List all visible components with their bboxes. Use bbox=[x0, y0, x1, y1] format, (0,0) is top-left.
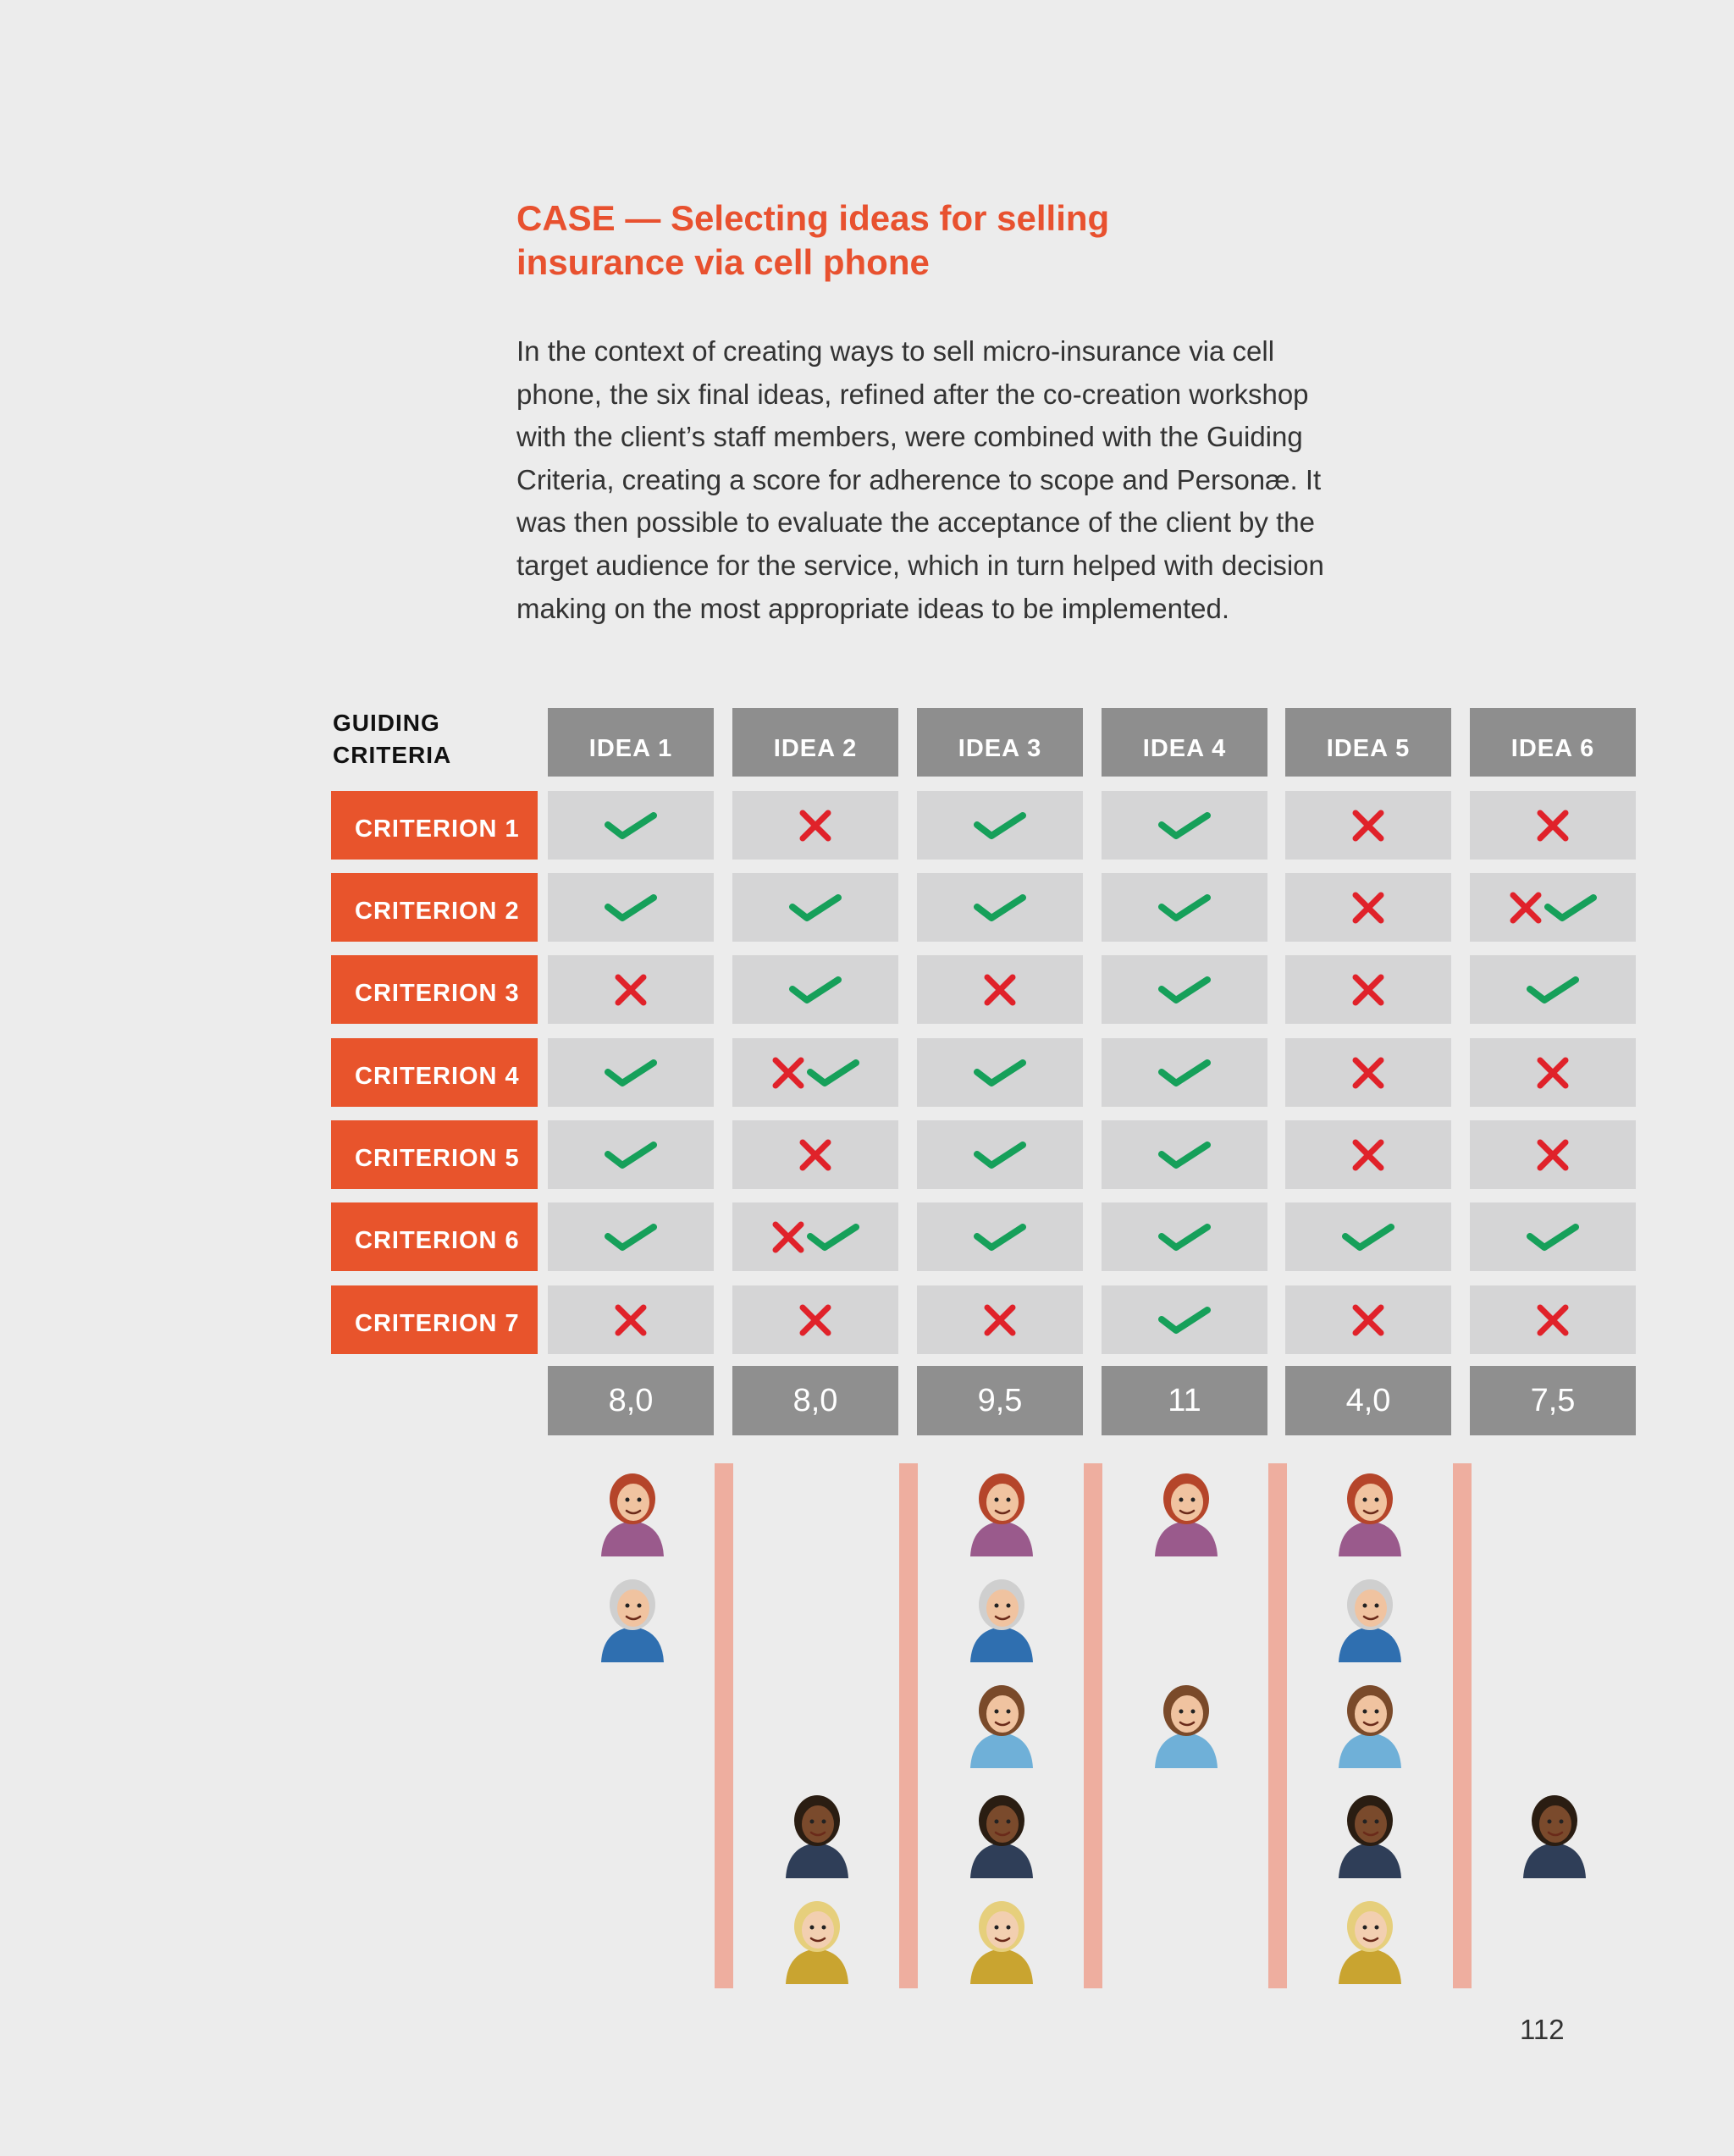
idea-score: 4,0 bbox=[1285, 1366, 1451, 1435]
body-line: making on the most appropriate ideas to be implemented. bbox=[516, 592, 1229, 624]
matrix-cell-check bbox=[1102, 1285, 1267, 1354]
cross-icon bbox=[613, 1302, 649, 1338]
cross-icon bbox=[1535, 1055, 1571, 1091]
cross-icon bbox=[982, 1302, 1018, 1338]
case-description bbox=[516, 330, 1448, 630]
criterion-label: CRITERION 2 bbox=[331, 873, 538, 942]
woman-curly-red-hair-persona bbox=[955, 1465, 1048, 1558]
body-line: In the context of creating ways to sell micro-insurance via cell bbox=[516, 335, 1275, 367]
bearded-young-man-persona bbox=[955, 1787, 1048, 1880]
check-icon bbox=[788, 893, 842, 923]
persona-avatar bbox=[770, 1893, 864, 1986]
check-icon bbox=[604, 1058, 658, 1088]
idea-header: IDEA 6 bbox=[1470, 708, 1636, 777]
check-icon bbox=[604, 810, 658, 841]
case-title bbox=[516, 196, 1278, 285]
elderly-man-with-newspaper-persona bbox=[955, 1571, 1048, 1664]
body-line: with the client’s staff members, were combined with the Guiding bbox=[516, 421, 1303, 453]
matrix-cell-cross bbox=[732, 1285, 898, 1354]
criterion-label: CRITERION 5 bbox=[331, 1120, 538, 1189]
persona-avatar bbox=[1323, 1893, 1416, 1986]
matrix-cell-check bbox=[917, 1038, 1083, 1107]
body-line: phone, the six final ideas, refined after the co-creation workshop bbox=[516, 378, 1309, 410]
cross-icon bbox=[1350, 1302, 1386, 1338]
check-icon bbox=[973, 810, 1027, 841]
check-icon bbox=[604, 893, 658, 923]
title-line: insurance via cell phone bbox=[516, 242, 930, 282]
blonde-woman-with-phone-persona bbox=[955, 1893, 1048, 1986]
matrix-cell-check bbox=[548, 873, 714, 942]
idea-header: IDEA 4 bbox=[1102, 708, 1267, 777]
idea-header: IDEA 3 bbox=[917, 708, 1083, 777]
man-with-glasses-and-phone-persona bbox=[955, 1677, 1048, 1770]
bearded-young-man-persona bbox=[1508, 1787, 1601, 1880]
cross-icon bbox=[1350, 972, 1386, 1008]
matrix-cell-check bbox=[917, 791, 1083, 860]
cross-icon bbox=[1535, 1137, 1571, 1173]
blonde-woman-with-phone-persona bbox=[770, 1893, 864, 1986]
persona-avatar bbox=[1508, 1787, 1601, 1880]
title-line: CASE — Selecting ideas for selling bbox=[516, 198, 1110, 238]
criterion-label: CRITERION 6 bbox=[331, 1202, 538, 1271]
matrix-cell-check bbox=[1102, 1202, 1267, 1271]
cross-icon bbox=[798, 808, 833, 843]
elderly-man-with-newspaper-persona bbox=[1323, 1571, 1416, 1664]
body-line: was then possible to evaluate the acceptance of the client by the bbox=[516, 506, 1315, 539]
matrix-cell-cross bbox=[917, 955, 1083, 1024]
check-icon bbox=[1526, 975, 1580, 1005]
cross-icon bbox=[798, 1137, 833, 1173]
matrix-cell-cross bbox=[1470, 1120, 1636, 1189]
check-icon bbox=[973, 893, 1027, 923]
matrix-cell-check bbox=[548, 791, 714, 860]
criterion-label: CRITERION 7 bbox=[331, 1285, 538, 1354]
matrix-cell-check bbox=[732, 955, 898, 1024]
persona-avatar bbox=[770, 1787, 864, 1880]
matrix-cell-check bbox=[1285, 1202, 1451, 1271]
check-icon bbox=[973, 1058, 1027, 1088]
check-icon bbox=[806, 1222, 860, 1252]
matrix-cell-check bbox=[1102, 873, 1267, 942]
matrix-cell-cross bbox=[1285, 1285, 1451, 1354]
body-line: target audience for the service, which in turn helped with decision bbox=[516, 549, 1324, 581]
matrix-cell-check bbox=[732, 873, 898, 942]
check-icon bbox=[973, 1222, 1027, 1252]
matrix-cell-check bbox=[917, 1202, 1083, 1271]
check-icon bbox=[1526, 1222, 1580, 1252]
matrix-cell-cross-check bbox=[732, 1038, 898, 1107]
persona-avatar bbox=[586, 1571, 679, 1664]
matrix-cell-cross bbox=[1470, 1285, 1636, 1354]
cross-icon bbox=[770, 1219, 806, 1255]
bearded-young-man-persona bbox=[1323, 1787, 1416, 1880]
matrix-cell-cross bbox=[1470, 791, 1636, 860]
check-icon bbox=[1157, 1222, 1212, 1252]
matrix-cell-cross bbox=[1285, 1120, 1451, 1189]
matrix-cell-cross bbox=[548, 1285, 714, 1354]
idea-header: IDEA 2 bbox=[732, 708, 898, 777]
cross-icon bbox=[1350, 808, 1386, 843]
cross-icon bbox=[1350, 1137, 1386, 1173]
matrix-cell-check bbox=[1470, 955, 1636, 1024]
cross-icon bbox=[1508, 890, 1543, 926]
idea-header: IDEA 1 bbox=[548, 708, 714, 777]
idea-score: 8,0 bbox=[548, 1366, 714, 1435]
matrix-cell-cross bbox=[1285, 873, 1451, 942]
body-line: Criteria, creating a score for adherence to scope and Personæ. It bbox=[516, 463, 1322, 495]
cross-icon bbox=[982, 972, 1018, 1008]
elderly-man-with-newspaper-persona bbox=[586, 1571, 679, 1664]
matrix-cell-cross bbox=[1285, 1038, 1451, 1107]
check-icon bbox=[1157, 1305, 1212, 1335]
matrix-cell-cross bbox=[732, 791, 898, 860]
persona-avatar bbox=[1140, 1677, 1233, 1770]
cross-icon bbox=[613, 972, 649, 1008]
blonde-woman-with-phone-persona bbox=[1323, 1893, 1416, 1986]
check-icon bbox=[1543, 893, 1598, 923]
woman-curly-red-hair-persona bbox=[1323, 1465, 1416, 1558]
matrix-cell-cross-check bbox=[1470, 873, 1636, 942]
matrix-cell-check bbox=[548, 1120, 714, 1189]
persona-avatar bbox=[1323, 1677, 1416, 1770]
matrix-cell-cross bbox=[1470, 1038, 1636, 1107]
check-icon bbox=[1157, 975, 1212, 1005]
persona-avatar bbox=[1323, 1787, 1416, 1880]
cross-icon bbox=[1535, 1302, 1571, 1338]
check-icon bbox=[1341, 1222, 1395, 1252]
woman-curly-red-hair-persona bbox=[586, 1465, 679, 1558]
idea-score: 8,0 bbox=[732, 1366, 898, 1435]
check-icon bbox=[973, 1140, 1027, 1170]
criterion-label: CRITERION 1 bbox=[331, 791, 538, 860]
matrix-cell-check bbox=[548, 1202, 714, 1271]
matrix-cell-cross bbox=[732, 1120, 898, 1189]
matrix-cell-cross bbox=[548, 955, 714, 1024]
check-icon bbox=[1157, 1058, 1212, 1088]
column-divider bbox=[1453, 1463, 1472, 1988]
criterion-label: CRITERION 4 bbox=[331, 1038, 538, 1107]
persona-avatar bbox=[1323, 1571, 1416, 1664]
check-icon bbox=[1157, 893, 1212, 923]
matrix-cell-check bbox=[1102, 791, 1267, 860]
woman-curly-red-hair-persona bbox=[1140, 1465, 1233, 1558]
matrix-cell-check bbox=[548, 1038, 714, 1107]
persona-avatar bbox=[955, 1893, 1048, 1986]
corner-label-line: CRITERIA bbox=[333, 742, 452, 768]
guiding-criteria-label bbox=[333, 707, 451, 771]
cross-icon bbox=[1350, 890, 1386, 926]
criterion-label: CRITERION 3 bbox=[331, 955, 538, 1024]
bearded-young-man-persona bbox=[770, 1787, 864, 1880]
check-icon bbox=[788, 975, 842, 1005]
check-icon bbox=[604, 1140, 658, 1170]
idea-score: 7,5 bbox=[1470, 1366, 1636, 1435]
check-icon bbox=[1157, 1140, 1212, 1170]
matrix-cell-check bbox=[1102, 1038, 1267, 1107]
persona-avatar bbox=[586, 1465, 679, 1558]
cross-icon bbox=[1350, 1055, 1386, 1091]
matrix-cell-check bbox=[917, 873, 1083, 942]
column-divider bbox=[1268, 1463, 1287, 1988]
persona-avatar bbox=[955, 1465, 1048, 1558]
check-icon bbox=[806, 1058, 860, 1088]
idea-score: 9,5 bbox=[917, 1366, 1083, 1435]
matrix-cell-cross-check bbox=[732, 1202, 898, 1271]
matrix-cell-check bbox=[917, 1120, 1083, 1189]
persona-avatar bbox=[1323, 1465, 1416, 1558]
man-with-glasses-and-phone-persona bbox=[1323, 1677, 1416, 1770]
matrix-cell-cross bbox=[1285, 955, 1451, 1024]
idea-score: 11 bbox=[1102, 1366, 1267, 1435]
column-divider bbox=[715, 1463, 733, 1988]
cross-icon bbox=[798, 1302, 833, 1338]
matrix-cell-cross bbox=[1285, 791, 1451, 860]
corner-label-line: GUIDING bbox=[333, 710, 440, 736]
cross-icon bbox=[1535, 808, 1571, 843]
check-icon bbox=[604, 1222, 658, 1252]
matrix-cell-check bbox=[1470, 1202, 1636, 1271]
persona-avatar bbox=[955, 1787, 1048, 1880]
check-icon bbox=[1157, 810, 1212, 841]
persona-avatar bbox=[1140, 1465, 1233, 1558]
matrix-cell-check bbox=[1102, 1120, 1267, 1189]
matrix-cell-check bbox=[1102, 955, 1267, 1024]
column-divider bbox=[899, 1463, 918, 1988]
persona-avatar bbox=[955, 1571, 1048, 1664]
matrix-cell-cross bbox=[917, 1285, 1083, 1354]
idea-header: IDEA 5 bbox=[1285, 708, 1451, 777]
cross-icon bbox=[770, 1055, 806, 1091]
persona-avatar bbox=[955, 1677, 1048, 1770]
column-divider bbox=[1084, 1463, 1102, 1988]
page-number: 112 bbox=[1520, 2014, 1565, 2045]
man-with-glasses-and-phone-persona bbox=[1140, 1677, 1233, 1770]
